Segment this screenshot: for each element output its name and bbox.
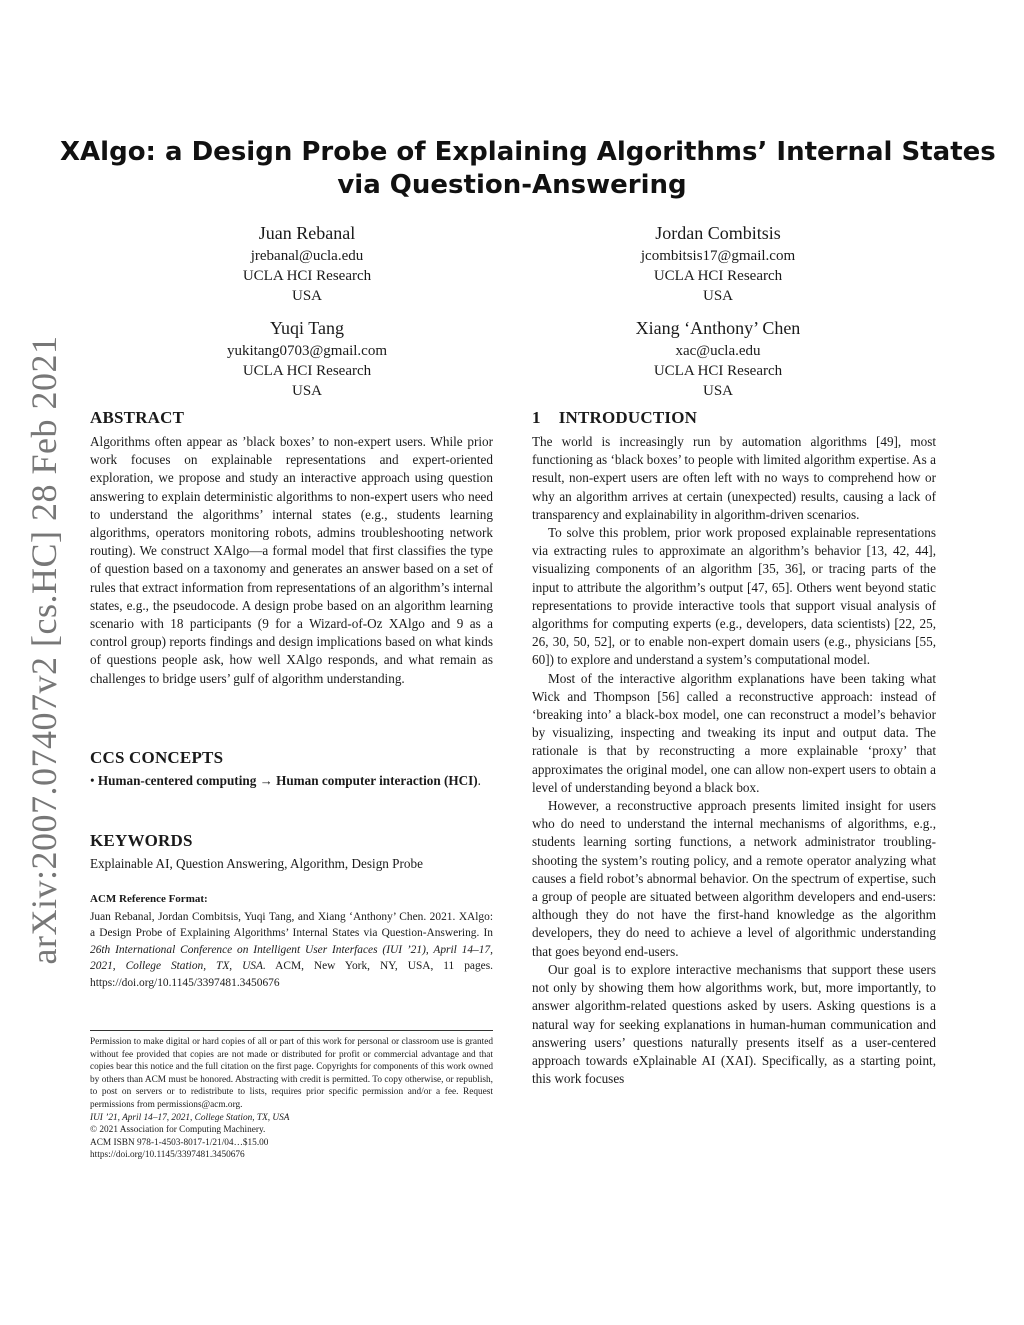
intro-paragraph: To solve this problem, prior work proposed explainable representations via extracting rules to approximate an algorithm’s behavior [13, 42, 44], visualizing components of an algorithm [35, 36], or tracing parts of the input to attribute the algorithm’s output [47, 65]. Others went beyond static representations to provide interactive tools that support visual analysis of algorithms for computing experts (e.g., developers, data scientists) [22, 25, 26, 30, 50, 52], or to enable non-expert domain users (e.g., physicians [55, 60]) to explore and understand a system’s computational model. xyxy=(532,525,936,668)
author-email: jcombitsis17@gmail.com xyxy=(640,248,796,264)
introduction-body xyxy=(532,433,936,1088)
author-affiliation: UCLA HCI Research xyxy=(653,268,783,284)
acm-reference-label: ACM Reference Format: xyxy=(90,893,208,905)
author-email: yukitang0703@gmail.com xyxy=(226,343,388,359)
author-name: Juan Rebanal xyxy=(258,223,356,243)
copyright-line: © 2021 Association for Computing Machinery. xyxy=(90,1125,266,1136)
isbn-line: ACM ISBN 978-1-4503-8017-1/21/04…$15.00 xyxy=(90,1137,269,1148)
author-block xyxy=(553,221,883,306)
ccs-concept-text: Human-centered computing → Human computer interaction (HCI) xyxy=(97,773,478,788)
author-email: xac@ucla.edu xyxy=(675,343,761,359)
intro-paragraph: Most of the interactive algorithm explanations have been taking what Wick and Thompson [56] called a reconstructive approach: instead of ‘breaking into’ a black-box model, one can reconstruct a model’s behavior by visualizing, inspecting and tweaking its input and output data. The rationale is that by reconstructing a more explainable ‘proxy’ that approximates the original model, one can allow non-expert users to obtain a level of understanding beyond a black box. xyxy=(532,670,936,795)
author-affiliation: UCLA HCI Research xyxy=(242,363,372,379)
keywords-text: Explainable AI, Question Answering, Algorithm, Design Probe xyxy=(90,856,423,871)
author-name: Yuqi Tang xyxy=(270,318,344,338)
section-number: 1 xyxy=(532,408,541,427)
author-country: USA xyxy=(702,288,733,304)
acm-reference-publisher: ACM, New York, NY, USA, 11 pages. https://doi.org/10.1145/3397481.3450676 xyxy=(90,960,493,989)
author-block xyxy=(142,316,472,401)
section-title: INTRODUCTION xyxy=(558,408,698,427)
acm-reference-venue: 26th International Conference on Intelligent User Interfaces (IUI ’21), April 14–17, 2021, College Station, TX, USA. xyxy=(90,943,493,973)
intro-paragraph: The world is increasingly run by automation algorithms [49], most functioning as ‘black boxes’ to people with limited algorithm expertise. As a result, non-expert users are often left with no ways to comprehend how or why an algorithm arrives at certain (unexpected) results, causing a lack of transparency and explainability in algorithm-driven scenarios. xyxy=(532,434,936,522)
ccs-heading: CCS CONCEPTS xyxy=(90,748,224,767)
author-country: USA xyxy=(291,383,322,399)
acm-reference-text xyxy=(90,909,493,991)
ccs-bullet: • xyxy=(90,773,98,788)
acm-reference-authors: Juan Rebanal, Jordan Combitsis, Yuqi Tang, and Xiang ‘Anthony’ Chen. 2021. XAlgo: a Design Probe of Explaining Algorithms’ Internal States via Question-Answering. In xyxy=(90,911,493,940)
author-name: Jordan Combitsis xyxy=(655,223,781,243)
author-country: USA xyxy=(291,288,322,304)
conference-line: IUI ’21, April 14–17, 2021, College Station, TX, USA xyxy=(90,1112,290,1123)
author-name: Xiang ‘Anthony’ Chen xyxy=(635,318,801,338)
doi-line: https://doi.org/10.1145/3397481.3450676 xyxy=(90,1150,245,1161)
intro-paragraph: However, a reconstructive approach presents limited insight for users who do need to understand the internal mechanisms of algorithms, e.g., students learning sorting functions, a network administrator troubling-shooting the system’s routing policy, and a remote operator analyzing what causes a field robot’s abnormal behavior. On the spectrum of expertise, such a group of people are situated between algorithm developers and end-users: although they do not have the first-hand knowledge as the algorithm developers, they do need to achieve a level of algorithmic understanding that goes beyond end-users. xyxy=(532,798,936,959)
ccs-period: . xyxy=(477,773,481,788)
arxiv-identifier: arXiv:2007.07407v2 [cs.HC] 28 Feb 2021 xyxy=(24,335,64,965)
footnote-divider xyxy=(90,1030,493,1031)
abstract-heading: ABSTRACT xyxy=(90,408,185,427)
title-line: XAlgo: a Design Probe of Explaining Algorithms’ Internal States xyxy=(60,137,996,167)
copyright-footnote xyxy=(90,1036,493,1162)
author-affiliation: UCLA HCI Research xyxy=(242,268,372,284)
author-block xyxy=(142,221,472,306)
keywords-heading: KEYWORDS xyxy=(90,831,193,850)
ccs-concepts xyxy=(90,772,493,790)
intro-paragraph: Our goal is to explore interactive mechanisms that support these users not only by showing them how algorithms work, but, more importantly, to answer algorithm-related questions asked by users. Asking questions is a natural way for seeking explanations in human-human communication and answering users’ questions naturally presents itself as a user-centered approach towards eXplainable AI (XAI). Specifically, as a starting point, this work focuses xyxy=(532,961,936,1087)
permission-notice: Permission to make digital or hard copies of all or part of this work for personal or classroom use is granted without fee provided that copies are not made or distributed for profit or commercial advantage and that copies bear this notice and the full citation on the first page. Copyrights for components of this work owned by others than ACM must be honored. Abstracting with credit is permitted. To copy otherwise, or republish, to post on servers or to redistribute to lists, requires prior specific permission and/or a fee. Request permissions from permissions@acm.org. xyxy=(90,1037,493,1110)
introduction-heading xyxy=(532,407,697,429)
paper-title xyxy=(60,136,996,202)
abstract-text: Algorithms often appear as ’black boxes’ to non-expert users. While prior work focuses on explainable representations and expert-oriented exploration, we propose and study an interactive approach using question answering to explain deterministic algorithms to non-expert users who need to understand the algorithms’ internal states (e.g., students learning algorithms, operators monitoring robots, admins troubleshooting network routing). We construct XAlgo—a formal model that first classifies the type of question based on a taxonomy and generates an answer based on a set of rules that extract information from representations of an algorithm’s internal states, e.g., the pseudocode. A design probe based on an algorithm learning scenario with 18 participants (9 for a Wizard-of-Oz XAlgo and 9 as a control group) reports findings and design implications based on what kinds of questions people ask, how well XAlgo responds, and what remain as challenges to bridge users’ gulf of algorithm understanding. xyxy=(90,434,493,686)
title-line: via Question-Answering xyxy=(337,170,687,200)
author-affiliation: UCLA HCI Research xyxy=(653,363,783,379)
author-country: USA xyxy=(702,383,733,399)
author-block xyxy=(553,316,883,401)
author-email: jrebanal@ucla.edu xyxy=(250,248,364,264)
